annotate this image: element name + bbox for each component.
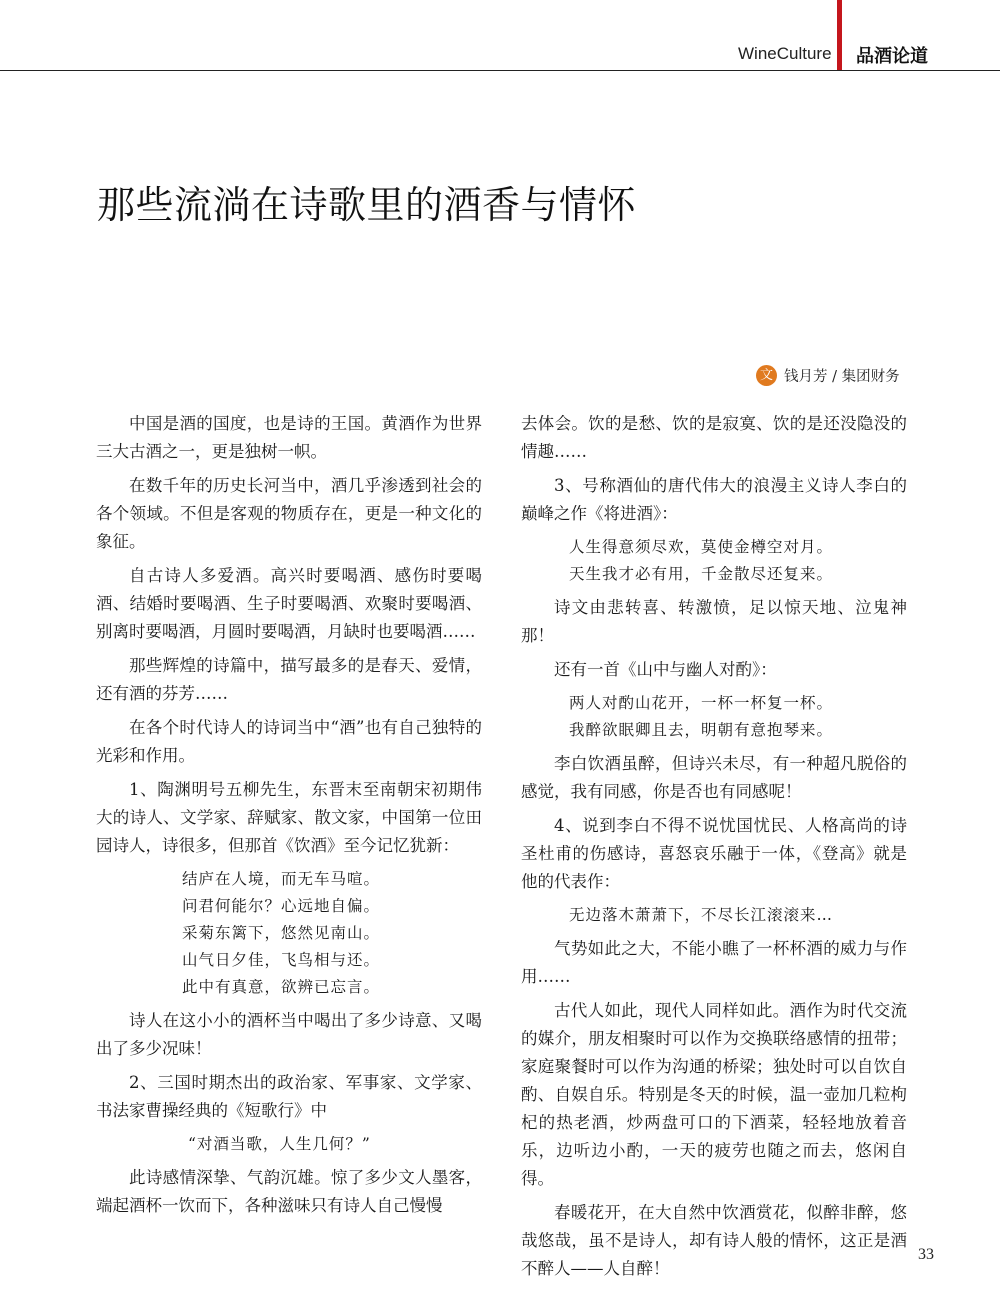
paragraph: 此诗感情深挚、气韵沉雄。惊了多少文人墨客，端起酒杯一饮而下，各种滋味只有诗人自己慢慢	[96, 1168, 482, 1215]
poem-line: 人生得意须尽欢，莫使金樽空对月。	[569, 538, 834, 556]
poem-line: 两人对酌山花开，一杯一杯复一杯。	[569, 694, 834, 712]
page-number: 33	[918, 1246, 934, 1263]
right-column	[521, 410, 907, 1289]
paragraph: 3、号称酒仙的唐代伟大的浪漫主义诗人李白的巅峰之作《将进酒》：	[521, 476, 907, 523]
paragraph: 1、陶渊明号五柳先生，东晋末至南朝宋初期伟大的诗人、文学家、辞赋家、散文家，中国第一位田园诗人，诗很多，但那首《饮酒》至今记忆犹新：	[96, 780, 482, 855]
poem-line: 此中有真意，欲辨已忘言。	[182, 978, 381, 996]
paragraph: 诗人在这小小的酒杯当中喝出了多少诗意、又喝出了多少况味！	[96, 1011, 482, 1058]
article-title: 那些流淌在诗歌里的酒香与情怀	[97, 183, 637, 227]
left-column	[96, 410, 482, 1226]
poem-line: 无边落木萧萧下，不尽长江滚滚来…	[569, 906, 834, 924]
paragraph: 那些辉煌的诗篇中，描写最多的是春天、爱情，还有酒的芬芳……	[96, 656, 482, 703]
poem-jiangjinjiu	[521, 534, 907, 588]
paragraph: 在各个时代诗人的诗词当中“酒”也有自己独特的光彩和作用。	[96, 718, 482, 765]
byline	[756, 365, 900, 386]
paragraph: 中国是酒的国度，也是诗的王国。黄酒作为世界三大古酒之一，更是独树一帜。	[96, 414, 482, 461]
poem-duangexing	[96, 1131, 482, 1158]
poem-denggao	[521, 902, 907, 929]
paragraph: 古代人如此，现代人同样如此。酒作为时代交流的媒介，朋友相聚时可以作为交换联络感情的扭带；家庭聚餐时可以作为沟通的桥梁；独处时可以自饮自酌、自娱自乐。特别是冬天的时候，温一壶加几粒枸杞的热老酒，炒两盘可口的下酒菜，轻轻地放着音乐，边听边小酌，一天的疲劳也随之而去，悠闲自得。	[521, 1001, 907, 1188]
poem-line: 结庐在人境，而无车马喧。	[182, 870, 381, 888]
header-rule	[0, 70, 1000, 71]
poem-line: 山气日夕佳，飞鸟相与还。	[182, 951, 381, 969]
poem-yinjiu	[96, 866, 482, 1001]
poem-line: 天生我才必有用，千金散尽还复来。	[569, 565, 834, 583]
paragraph: 气势如此之大，不能小瞧了一杯杯酒的威力与作用……	[521, 939, 907, 986]
paragraph: 诗文由悲转喜、转激愤，足以惊天地、泣鬼神那！	[521, 598, 907, 645]
magazine-brand: WineCulture	[738, 44, 832, 63]
paragraph: 在数千年的历史长河当中，酒几乎渗透到社会的各个领域。不但是客观的物质存在，更是一种文化的象征。	[96, 476, 482, 551]
paragraph: 4、说到李白不得不说忧国忧民、人格高尚的诗圣杜甫的伤感诗，喜怒哀乐融于一体，《登高》就是他的代表作：	[521, 816, 907, 891]
poem-line: 我醉欲眠卿且去，明朝有意抱琴来。	[569, 721, 834, 739]
poem-shanzhong	[521, 690, 907, 744]
author-name: 钱月芳 / 集团财务	[784, 369, 900, 385]
author-badge-icon: 文	[756, 365, 777, 386]
header-accent-bar	[837, 0, 842, 70]
paragraph: 还有一首《山中与幽人对酌》：	[554, 660, 777, 679]
paragraph: 去体会。饮的是愁、饮的是寂寞、饮的是还没隐没的情趣……	[521, 414, 907, 461]
paragraph: 2、三国时期杰出的政治家、军事家、文学家、书法家曹操经典的《短歌行》中	[96, 1073, 482, 1120]
paragraph: 李白饮酒虽醉，但诗兴未尽，有一种超凡脱俗的感觉，我有同感，你是否也有同感呢！	[521, 754, 907, 801]
poem-line: 问君何能尔？心远地自偏。	[182, 897, 381, 915]
poem-line: “对酒当歌，人生几何？”	[188, 1135, 371, 1153]
paragraph: 自古诗人多爱酒。高兴时要喝酒、感伤时要喝酒、结婚时要喝酒、生子时要喝酒、欢聚时要喝酒、别离时要喝酒，月圆时要喝酒，月缺时也要喝酒……	[96, 566, 482, 641]
poem-line: 采菊东篱下，悠然见南山。	[182, 924, 381, 942]
paragraph: 春暖花开，在大自然中饮酒赏花，似醉非醉，悠哉悠哉，虽不是诗人，却有诗人般的情怀，这正是酒不醉人——人自醉！	[521, 1203, 907, 1278]
section-title: 品酒论道	[856, 46, 928, 67]
